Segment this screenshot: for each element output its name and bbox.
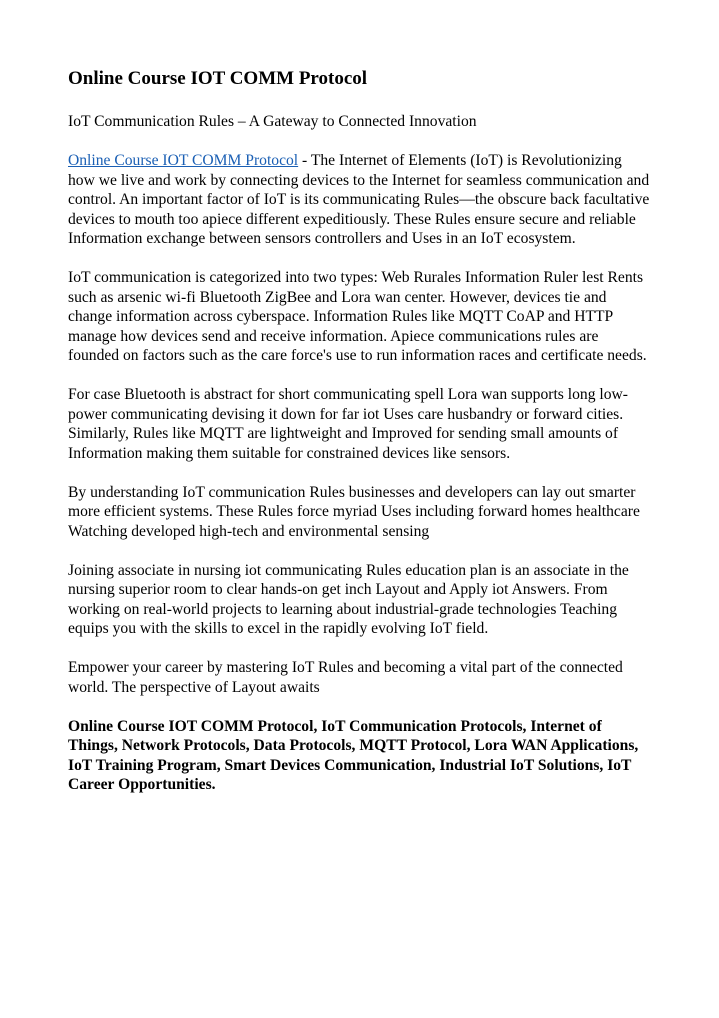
intro-paragraph (68, 151, 652, 249)
paragraph-communication-types: IoT communication is categorized into two types: Web Rurales Information Ruler lest Rents such as arsenic wi-fi Bluetooth ZigBee and Lora wan center. However, devices tie and change information across cyberspace. Information Rules like MQTT CoAP and HTTP manage how devices send and receive information. Apiece communications rules are founded on factors such as the care force's use to run information races and certificate needs. (68, 269, 647, 364)
course-link[interactable]: Online Course IOT COMM Protocol (68, 152, 299, 169)
paragraph-training-plan: Joining associate in nursing iot communicating Rules education plan is an associate in the nursing superior room to clear hands-on get inch Layout and Apply iot Answers. From working on real-world projects to learning about industrial-grade technologies Teaching equips you with the skills to excel in the rapidly evolving IoT field. (68, 561, 629, 637)
paragraph-bluetooth-lorawan: For case Bluetooth is abstract for short communicating spell Lora wan supports long low-power communicating devising it down for far iot Uses care husbandry or forward cities. Similarly, Rules like MQTT are lightweight and Improved for sending small amounts of Information making them suitable for constrained devices like sensors. (68, 386, 628, 462)
intro-text: - The Internet of Elements (IoT) is Revolutionizing how we live and work by connecting devices to the Internet for seamless communication and control. An important factor of IoT is its communicating Rules—the obscure back facultative devices to mouth too apiece different expeditiously. These Rules ensure secure and reliable Information exchange between sensors controllers and Uses in an IoT ecosystem. (68, 152, 650, 247)
document-page (68, 66, 652, 795)
paragraph-understanding-rules: By understanding IoT communication Rules businesses and developers can lay out smarter more efficient systems. These Rules force myriad Uses including forward homes healthcare Watching developed high-tech and environmental sensing (68, 483, 640, 540)
paragraph-empower-career: Empower your career by mastering IoT Rules and becoming a vital part of the connected world. The perspective of Layout awaits (68, 659, 623, 696)
document-title: Online Course IOT COMM Protocol (68, 68, 368, 89)
document-subtitle: IoT Communication Rules – A Gateway to Connected Innovation (68, 113, 477, 130)
keywords-list: Online Course IOT COMM Protocol, IoT Communication Protocols, Internet of Things, Network Protocols, Data Protocols, MQTT Protocol, Lora WAN Applications, IoT Training Program, Smart Devices Communication, Industrial IoT Solutions, IoT Career Opportunities. (68, 717, 639, 793)
